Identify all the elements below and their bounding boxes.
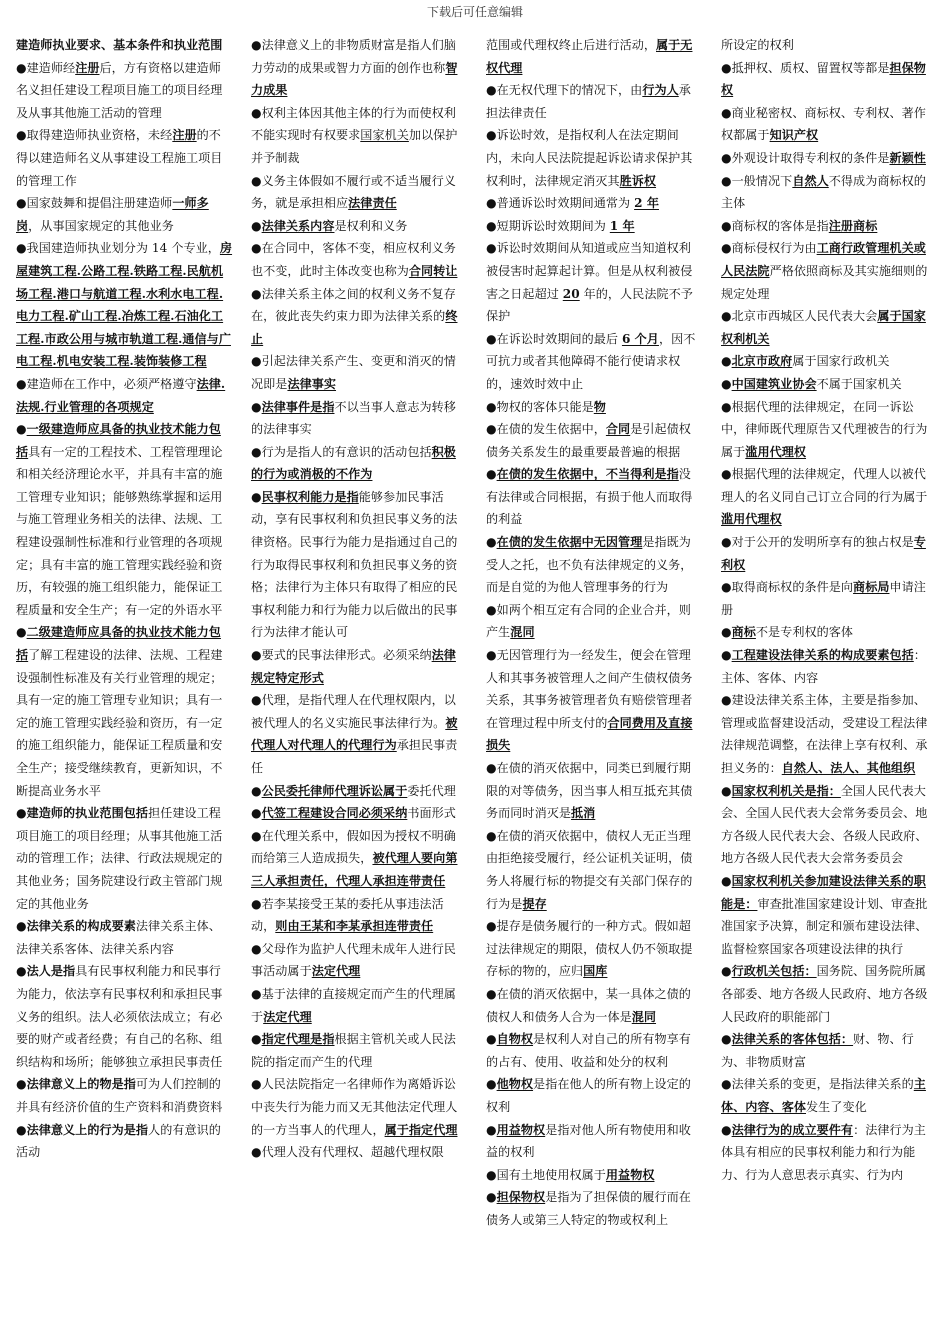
column-1	[16, 34, 233, 1334]
body-text: ●在无权代理下的情况下，由	[486, 83, 643, 98]
emphasis-text: 属于国家权利机关	[721, 309, 926, 346]
body-text: ●根据代理的法律规定，代理人以被代理人的名义同自己订立合同的行为属于	[721, 467, 928, 504]
body-text: ●	[721, 1032, 732, 1047]
body-text: ●外观设计取得专利权的条件是	[721, 150, 890, 165]
emphasis-text: 用益物权	[496, 1122, 546, 1137]
paragraph	[251, 802, 468, 825]
body-text: ●	[721, 1122, 732, 1137]
emphasis-text: 提存	[522, 896, 547, 911]
body-text: ●行为是指人的有意识的活动包括	[251, 444, 432, 459]
emphasis-text: 北京市政府	[731, 354, 793, 369]
paragraph	[486, 915, 703, 983]
paragraph	[251, 893, 468, 938]
body-text: 是引起债权债务关系发生的最重要最普遍的根据	[486, 422, 691, 459]
paragraph	[16, 124, 233, 192]
body-text: ●	[251, 806, 262, 821]
column-4	[721, 34, 938, 1334]
paragraph	[16, 192, 233, 237]
body-text: ●	[251, 218, 262, 233]
emphasis-text: 建造师的执业范围包括	[26, 806, 149, 821]
paragraph	[486, 1164, 703, 1187]
body-text: 了解工程建设的法律、法规、工程建设强制性标准及有关行业管理的规定；具有一定的施工管理专业知识；具有一定的施工管理实践经验和资历，有一定的施工组织能力，能保证工程质量和安全生产；接受继续教育，更新知识，不断提高业务水平	[16, 648, 223, 798]
body-text: 可为人们控制的并具有经济价值的生产资料和消费资料	[16, 1077, 223, 1114]
emphasis-text: 法律关系内容	[261, 218, 335, 233]
body-text: 人的有意识的活动	[16, 1122, 221, 1160]
column-3	[486, 34, 703, 1334]
body-text: ●抵押权、质权、留置权等都是	[721, 60, 890, 75]
paragraph	[251, 396, 468, 441]
paragraph	[251, 102, 468, 170]
body-text: ●	[251, 489, 262, 504]
body-text: 严格依照商标及其实施细则的规定处理	[721, 263, 928, 301]
body-text: ●	[721, 648, 732, 663]
body-text: ●	[16, 964, 27, 979]
emphasis-text: 法律事件是指	[261, 399, 335, 414]
body-text: ●在合同中，客体不变，相应权利义务也不变，此时主体改变也称为	[251, 241, 456, 278]
body-text: ●引起法律关系产生、变更和消灭的情况即是	[251, 354, 456, 391]
body-text: ●	[486, 1122, 497, 1137]
emphasis-text: 法律关系的构成要素	[26, 919, 136, 934]
emphasis-text: 担保物权	[496, 1190, 546, 1205]
emphasis-text: 属于指定代理	[384, 1122, 458, 1137]
paragraph	[251, 170, 468, 215]
paragraph	[251, 1028, 468, 1073]
emphasis-text: 法律意义上的物是指	[26, 1077, 136, 1092]
paragraph	[16, 1073, 233, 1118]
body-text: ●	[721, 964, 732, 979]
body-text: 不属于国家机关	[816, 376, 902, 391]
paragraph	[721, 396, 938, 464]
emphasis-text: 法律事实	[287, 376, 337, 391]
paragraph	[16, 418, 233, 621]
body-text: 承担法律责任	[486, 83, 691, 120]
emphasis-text: 专利权	[721, 535, 926, 572]
paragraph	[16, 915, 233, 960]
emphasis-text: 自物权	[496, 1032, 534, 1047]
body-text: ●	[16, 422, 27, 437]
body-text: ●国有土地使用权属于	[486, 1167, 606, 1182]
emphasis-text: 滥用代理权	[721, 512, 782, 527]
emphasis-text: 知识产权	[769, 128, 819, 143]
body-text: ●权利主体因其他主体的行为而使权利不能实现时有权要求	[251, 105, 456, 143]
body-text: ●短期诉讼时效期间为	[486, 218, 610, 233]
body-text: ●取得商标权的条件是向	[721, 580, 854, 595]
paragraph	[251, 983, 468, 1028]
body-text: 担任建设工程项目施工的项目经理；从事其他施工活动的管理工作；法律、行政法规规定的其他业务；国务院建设行政主管部门规定的其他业务	[16, 806, 223, 911]
body-text: 加以保护并予制裁	[251, 128, 458, 165]
paragraph	[251, 1141, 468, 1164]
emphasis-text: 抵消	[571, 806, 596, 821]
paragraph	[721, 57, 938, 102]
body-text: 根据主管机关或人民法院的指定而产生的代理	[251, 1032, 456, 1069]
paragraph	[251, 486, 468, 644]
emphasis-text: 主体、内容、客体	[721, 1077, 926, 1114]
body-text: 是权利和义务	[334, 218, 408, 233]
paragraph	[16, 960, 233, 1073]
paragraph	[721, 1119, 938, 1187]
body-text: ●	[16, 806, 27, 821]
body-text: ●义务主体假如不履行或不适当履行义务，就是承担相应	[251, 173, 456, 211]
body-text: ●商标侵权行为由	[721, 241, 817, 256]
emphasis-text: 他物权	[496, 1077, 534, 1092]
emphasis-text: 法定代理	[263, 1009, 312, 1024]
emphasis-text: 商标局	[853, 580, 890, 595]
paragraph	[721, 1028, 938, 1073]
emphasis-text: 终止	[251, 309, 458, 346]
body-text: ●建造师在工作中，必须严格遵守	[16, 376, 197, 391]
body-text: ●若李某接受王某的委托从事违法活动，	[251, 896, 444, 934]
paragraph	[721, 305, 938, 350]
body-text: ●	[486, 1032, 497, 1047]
body-text: 属于国家行政机关	[792, 354, 890, 369]
paragraph	[251, 825, 468, 893]
paragraph	[486, 1119, 703, 1164]
body-text: ●	[721, 873, 732, 888]
body-text: 不以当事人意志为转移的法律事实	[251, 399, 456, 437]
body-text: ●	[721, 376, 732, 391]
emphasis-text: 则由王某和李某承担连带责任	[275, 919, 434, 934]
paragraph	[251, 283, 468, 351]
emphasis-text: 在债的发生依据中，不当得利是指	[496, 467, 679, 482]
paragraph	[721, 689, 938, 779]
emphasis-text: 国库	[583, 964, 608, 979]
paragraph	[486, 79, 703, 124]
emphasis-text: 新颖性	[889, 150, 926, 165]
body-text: 国务院、国务院所属各部委、地方各级人民政府、地方各级人民政府的职能部门	[721, 964, 928, 1024]
body-text: ，从事国家规定的其他业务	[28, 218, 174, 233]
body-text: 是指既为受人之托，也不负有法律规定的义务，而是自觉的为他人管理事务的行为	[486, 535, 693, 595]
body-text: 财、物、行为、非物质财富	[721, 1032, 914, 1069]
paragraph	[486, 644, 703, 757]
paragraph	[486, 825, 703, 915]
body-text: ●商业秘密权、商标权、专利权、著作权都属于	[721, 105, 926, 143]
paragraph	[486, 192, 703, 215]
paragraph	[721, 147, 938, 170]
paragraph	[251, 237, 468, 282]
emphasis-text: 房屋建筑工程.公路工程.铁路工程.民航机场工程.港口与航道工程.水利水电工程.电力工程.矿山工程.冶炼工程.石油化工工程.市政公用与城市轨道工程.通信与广电工程.机电安装工程.装饰装修工程	[16, 241, 233, 369]
emphasis-text: 自然人	[792, 173, 829, 188]
emphasis-text: 一师多岗	[16, 196, 209, 233]
paragraph	[486, 418, 703, 463]
body-text: 法律关系主体、法律关系客体、法律关系内容	[16, 919, 221, 956]
emphasis-text: 6 个月	[621, 331, 659, 346]
body-text: 没有法律或合同根据，有损于他人而取得的利益	[486, 467, 693, 527]
paragraph	[486, 757, 703, 825]
paragraph	[16, 373, 233, 418]
body-text: 发生了变化	[806, 1099, 867, 1114]
emphasis-text: 行为人	[642, 83, 679, 98]
body-text: ●	[486, 1190, 497, 1205]
paragraph	[251, 938, 468, 983]
paragraph	[721, 373, 938, 396]
emphasis-text: 法律关系的客体包括：	[731, 1032, 854, 1047]
body-text: ●提存是债务履行的一种方式。假如超过法律规定的期限，债权人仍不领取提存标的物的，应归	[486, 919, 693, 979]
emphasis-text: 国家权利机关是指：	[731, 783, 841, 798]
emphasis-text: 建造师执业要求、基本条件和执业范围	[16, 38, 223, 52]
body-text: ●法律关系的变更，是指法律关系的	[721, 1077, 914, 1092]
paragraph	[16, 621, 233, 802]
emphasis-text: 自然人、法人、其他组织	[781, 761, 916, 775]
body-text: ●北京市西城区人民代表大会	[721, 309, 878, 324]
body-text: ●代理人没有代理权、超越代理权限	[251, 1145, 444, 1160]
body-text: ●商标权的客体是指	[721, 218, 829, 233]
emphasis-text: 注册	[75, 60, 100, 75]
paragraph	[486, 599, 703, 644]
paragraph	[721, 1073, 938, 1118]
column-2	[251, 34, 468, 1334]
body-text: ●	[486, 1077, 497, 1092]
paragraph	[486, 34, 703, 79]
body-text: ●基于法律的直接规定而产生的代理属于	[251, 986, 456, 1024]
body-text: ●我国建造师执业划分为 14 个专业，	[16, 241, 220, 256]
body-text: ●在债的发生依据中，	[486, 422, 606, 437]
paragraph	[721, 870, 938, 960]
paragraph	[486, 328, 703, 396]
body-text: ●	[16, 1077, 27, 1092]
body-text: ●在诉讼时效期间的最后	[486, 331, 622, 346]
body-text: ●物权的客体只能是	[486, 399, 594, 414]
paragraph	[486, 1028, 703, 1073]
body-text: 所设定的权利	[721, 38, 794, 52]
paragraph	[16, 237, 233, 373]
emphasis-text: 混同	[510, 625, 535, 640]
paragraph	[251, 215, 468, 238]
emphasis-text: 法人是指	[26, 964, 76, 979]
body-text: 范围或代理权终止后进行活动，	[486, 38, 657, 52]
body-text: ●要式的民事法律形式。必须采纳	[251, 648, 432, 663]
body-text: 委托代理	[407, 783, 456, 798]
paragraph	[251, 644, 468, 689]
emphasis-text: 属于无权代理	[486, 38, 693, 75]
emphasis-text: 被代理人对代理人的代理行为	[251, 715, 458, 753]
body-text: 是权利人对自己的所有物享有的占有、使用、收益和处分的权利	[486, 1032, 691, 1069]
paragraph	[251, 689, 468, 779]
emphasis-text: 在债的发生依据中无因管理	[496, 535, 643, 550]
body-text: 具有民事权利能力和民事行为能力，依法享有民事权利和承担民事义务的组织。法人必须依法成立；有必要的财产或者经费；有自己的名称、组织结构和场所；能够独立承担民事责任	[16, 964, 223, 1069]
body-text: ●建造师经	[16, 60, 76, 75]
body-text: ●如两个相互定有合同的企业合并，则产生	[486, 602, 691, 640]
body-text: ●在债的消灭依据中，债权人无正当理由拒绝接受履行，经公证机关证明，债务人将履行标的物提交有关部门保存的行为是	[486, 828, 693, 911]
emphasis-text: 合同转让	[408, 263, 458, 278]
paragraph	[251, 780, 468, 803]
paragraph	[721, 102, 938, 147]
emphasis-text: 国家机关	[360, 128, 409, 143]
paragraph	[721, 170, 938, 215]
paragraph	[486, 124, 703, 192]
body-text: 具有一定的工程技术、工程管理理论和相关经济理论水平，并具有丰富的施工管理专业知识；能够熟练掌握和运用与施工管理业务相关的法律、法规、工程建设强制性标准和行业管理的各项规定；具有丰富的施工管理实践经验和资历，有较强的施工组织能力，能保证工程质量和安全生产；有一定的外语水平	[16, 444, 223, 617]
body-text: ●国家鼓舞和提倡注册建造师	[16, 196, 173, 211]
paragraph	[16, 1119, 233, 1164]
paragraph	[721, 644, 938, 689]
paragraph	[721, 215, 938, 238]
body-text: 的不得以建造师名义从事建设工程施工项目的管理工作	[16, 128, 223, 188]
body-text: ，因不可抗力或者其他障碍不能行使请求权的，速效时效中止	[486, 331, 696, 391]
body-text: ●	[16, 919, 27, 934]
emphasis-text: 法律.法规.行业管理的各项规定	[16, 376, 226, 414]
emphasis-text: 智力成果	[251, 60, 458, 98]
body-text: 后，方有资格以建造师名义担任建设工程项目施工的项目经理及从事其他施工活动的管理	[16, 60, 223, 120]
emphasis-text: 指定代理是指	[261, 1032, 335, 1047]
emphasis-text: 合同	[605, 422, 631, 437]
emphasis-text: 工商行政管理机关或人民法院	[721, 241, 926, 278]
body-text: ●在债的消灭依据中，同类已到履行期限的对等债务，因当事人相互抵充其债务而同时消灭是	[486, 761, 693, 821]
body-text: 是指为了担保债的履行而在债务人或第三人特定的物或权利上	[486, 1190, 691, 1227]
emphasis-text: 公民委托律师代理诉讼属于	[261, 783, 408, 798]
paragraph	[251, 1073, 468, 1141]
emphasis-text: 民事权利能力是指	[261, 489, 359, 504]
paragraph	[486, 531, 703, 599]
body-text: ●诉讼时效期间从知道或应当知道权利被侵害时起算起计算。但是从权利被侵害之日起超过	[486, 241, 693, 301]
emphasis-text: 二级建造师应具备的执业技术能力包括	[16, 625, 221, 663]
emphasis-text: 胜诉权	[619, 173, 657, 188]
emphasis-text: 国家权利机关参加建设法律关系的职能是：	[721, 873, 926, 911]
paragraph	[486, 237, 703, 327]
body-text: ●普通诉讼时效期间通常为	[486, 196, 635, 211]
paragraph	[721, 576, 938, 621]
emphasis-text: 法律行为的成立要件有	[731, 1122, 854, 1137]
body-text: ●无因管理行为一经发生，便会在管理人和其事务被管理人之间产生债权债务关系，其事务被管理者负有赔偿管理者在管理过程中所支付的	[486, 648, 693, 730]
emphasis-text: 注册	[172, 128, 197, 143]
body-text: ●一般情况下	[721, 173, 793, 188]
body-text: 是指对他人所有物使用和收益的权利	[486, 1122, 691, 1160]
emphasis-text: 行政机关包括：	[731, 964, 817, 979]
body-text: 年的，人民法院不予保护	[486, 286, 693, 324]
paragraph	[16, 34, 233, 57]
body-text: 不得成为商标权的主体	[721, 173, 926, 211]
body-text: ●	[251, 399, 262, 414]
body-text: 申请注册	[721, 580, 926, 617]
body-text: ●建设法律关系主体，主要是指参加、管理或监督建设活动，受建设工程法律法律规范调整，在法律上享有权利、承担义务的：	[721, 693, 928, 775]
emphasis-text: 工程建设法律关系的构成要素包括	[731, 648, 914, 663]
body-text: ●在债的消灭依据中，某一具体之债的债权人和债务人合为一体是	[486, 986, 691, 1024]
paragraph	[486, 1073, 703, 1118]
body-text: 承担民事责任	[251, 738, 458, 775]
emphasis-text: 一级建造师应具备的执业技术能力包括	[16, 422, 221, 459]
emphasis-text: 被代理人要向第三人承担责任，代理人承担连带责任	[251, 851, 458, 888]
body-text: ●	[16, 625, 27, 640]
body-text: ●	[16, 1122, 27, 1137]
body-text: ●父母作为监护人代理未成年人进行民事活动属于	[251, 941, 456, 979]
body-text: ●	[721, 625, 732, 640]
paragraph	[251, 350, 468, 395]
emphasis-text: 注册商标	[828, 218, 878, 233]
emphasis-text: 中国建筑业协会	[731, 376, 817, 391]
emphasis-text: 代签工程建设合同必须采纳	[261, 806, 408, 821]
emphasis-text: 法律责任	[348, 196, 397, 211]
body-text: ●	[486, 467, 497, 482]
body-text: 是指在他人的所有物上设定的权利	[486, 1077, 691, 1114]
emphasis-text: 2 年	[634, 196, 659, 211]
body-text: 能够参加民事活动，享有民事权利和负担民事义务的法律资格。民事行为能力是指通过自己的行为取得民事权利和负担民事义务的资格；法律行为主体只有取得了相应的民事权利能力和行为能力以后做出的民事行为法律才能认可	[251, 489, 458, 640]
emphasis-text: 法律规定特定形式	[251, 648, 456, 685]
emphasis-text: 用益物权	[605, 1167, 655, 1182]
paragraph	[251, 441, 468, 486]
paragraph	[721, 350, 938, 373]
emphasis-text: 混同	[631, 1009, 657, 1024]
body-text: ●法律关系主体之间的权利义务不复存在，彼此丧失约束力即为法律关系的	[251, 286, 456, 324]
paragraph	[721, 463, 938, 531]
paragraph	[16, 57, 233, 125]
emphasis-text: 法定代理	[311, 964, 361, 979]
emphasis-text: 担保物权	[721, 60, 926, 98]
emphasis-text: 积极的行为或消极的不作为	[251, 444, 456, 482]
body-text: ●代理，是指代理人在代理权限内，以被代理人的名义实施民事法律行为。	[251, 693, 456, 730]
page-header: 下载后可任意编辑	[426, 5, 523, 19]
body-text: ●	[251, 783, 262, 798]
body-text: ●根据代理的法律规定，在同一诉讼中，律师既代理原告又代理被告的行为属于	[721, 399, 928, 459]
body-text: ●人民法院指定一名律师作为离婚诉讼中丧失行为能力而又无其他法定代理人的一方当事人的代理人，	[251, 1077, 458, 1137]
paragraph	[721, 531, 938, 576]
body-text: ：主体、客体、内容	[721, 648, 926, 685]
document-body	[16, 34, 938, 1334]
body-text: ●	[721, 783, 732, 798]
emphasis-text: 物	[593, 399, 606, 414]
emphasis-text: 合同费用及直接损失	[486, 715, 693, 753]
body-text: ●诉讼时效，是指权利人在法定期间内，未向人民法院提起诉讼请求保护其权利时，法律规定消灭其	[486, 128, 693, 188]
paragraph	[486, 215, 703, 238]
body-text: ●对于公开的发明所享有的独占权是	[721, 535, 914, 550]
paragraph	[16, 802, 233, 915]
paragraph	[721, 34, 938, 57]
emphasis-text: 法律意义上的行为是指	[26, 1122, 149, 1137]
paragraph	[486, 463, 703, 531]
paragraph	[486, 396, 703, 419]
body-text: 全国人民代表大会、全国人民代表大会常务委员会、地方各级人民代表大会、各级人民政府、地方各级人民代表大会常务委员会	[721, 783, 928, 866]
body-text: ●取得建造师执业资格，未经	[16, 128, 173, 143]
body-text: ●在代理关系中，假如因为授权不明确而给第三人造成损失，	[251, 828, 456, 866]
paragraph	[721, 780, 938, 870]
emphasis-text: 20	[562, 286, 580, 301]
body-text: ●	[721, 354, 732, 369]
paragraph	[251, 34, 468, 102]
paragraph	[486, 983, 703, 1028]
paragraph	[721, 960, 938, 1028]
paragraph	[721, 621, 938, 644]
emphasis-text: 商标	[731, 625, 756, 640]
body-text: 审查批准国家建设计划、审查批准国家予决算，制定和颁布建设法律、监督检察国家各项建设法律的执行	[721, 896, 928, 956]
paragraph	[721, 237, 938, 305]
emphasis-text: 滥用代理权	[745, 444, 807, 459]
body-text: ●	[251, 1032, 262, 1047]
body-text: ：法律行为主体具有相应的民事权利能力和行为能力、行为人意思表示真实、行为内	[721, 1122, 926, 1182]
body-text: 书面形式	[407, 806, 456, 821]
paragraph	[486, 1186, 703, 1231]
body-text: ●	[486, 535, 497, 550]
emphasis-text: 1 年	[609, 218, 635, 233]
body-text: ●法律意义上的非物质财富是指人们脑力劳动的成果或智力方面的创作也称	[251, 38, 456, 75]
body-text: 不是专利权的客体	[755, 625, 854, 640]
